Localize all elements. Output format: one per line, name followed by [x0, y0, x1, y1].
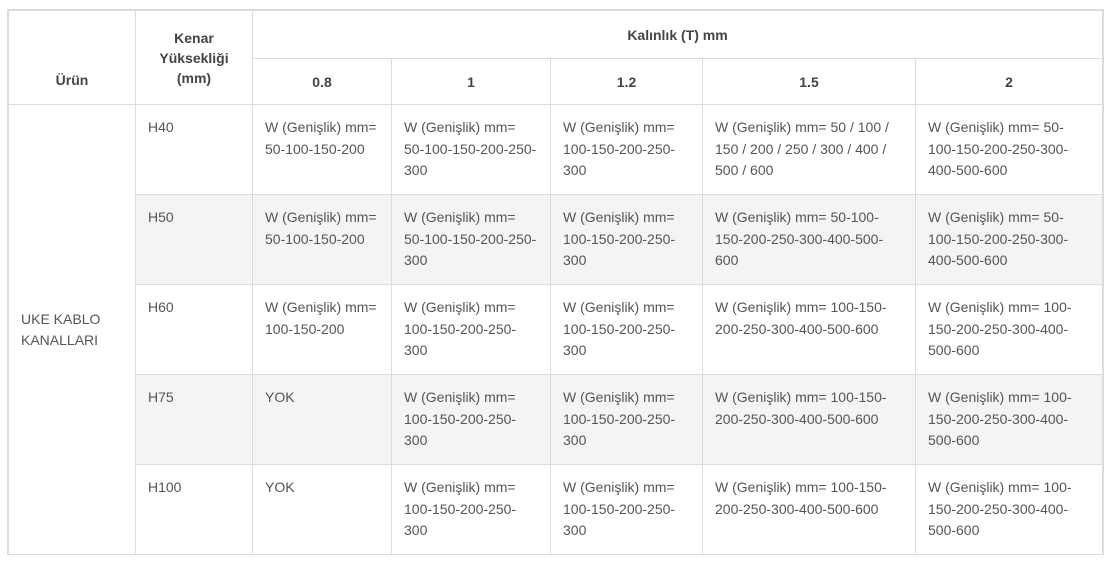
width-cell: W (Genişlik) mm= 50-100-150-200-250-300-400-500-600 [916, 195, 1103, 285]
width-cell: W (Genişlik) mm= 100-150-200-250-300 [551, 465, 703, 555]
header-thickness-2: 2 [916, 59, 1103, 105]
width-cell: W (Genişlik) mm= 100-150-200-250-300 [551, 375, 703, 465]
spec-table-container [7, 9, 1104, 555]
width-cell: W (Genişlik) mm= 50-100-150-200-250-300 [392, 105, 551, 195]
table-row [9, 105, 1103, 195]
edge-height-cell: H75 [136, 375, 253, 465]
table-row [9, 465, 1103, 555]
width-cell: W (Genişlik) mm= 100-150-200-250-300 [392, 285, 551, 375]
width-cell: W (Genişlik) mm= 100-150-200-250-300-400-500-600 [703, 285, 916, 375]
width-cell: W (Genişlik) mm= 100-150-200-250-300-400-500-600 [703, 375, 916, 465]
header-thickness-group: Kalınlık (T) mm [253, 11, 1103, 59]
width-cell: W (Genişlik) mm= 100-150-200-250-300-400-500-600 [703, 465, 916, 555]
header-product: Ürün [9, 11, 136, 105]
width-cell: W (Genişlik) mm= 100-150-200 [253, 285, 392, 375]
header-thickness-0-8: 0.8 [253, 59, 392, 105]
width-cell: W (Genişlik) mm= 100-150-200-250-300-400-500-600 [916, 285, 1103, 375]
product-name-cell: UKE KABLO KANALLARI [9, 105, 136, 555]
width-cell: W (Genişlik) mm= 100-150-200-250-300-400-500-600 [916, 375, 1103, 465]
width-cell: YOK [253, 465, 392, 555]
width-cell: W (Genişlik) mm= 100-150-200-250-300 [392, 465, 551, 555]
cable-tray-spec-table [8, 10, 1103, 555]
width-cell: W (Genişlik) mm= 100-150-200-250-300 [551, 285, 703, 375]
header-edge-height: Kenar Yüksekliği (mm) [136, 11, 253, 105]
header-thickness-1-5: 1.5 [703, 59, 916, 105]
header-thickness-1-2: 1.2 [551, 59, 703, 105]
width-cell: W (Genişlik) mm= 50 / 100 / 150 / 200 / 250 / 300 / 400 / 500 / 600 [703, 105, 916, 195]
width-cell: YOK [253, 375, 392, 465]
width-cell: W (Genişlik) mm= 50-100-150-200-250-300-400-500-600 [916, 105, 1103, 195]
edge-height-cell: H40 [136, 105, 253, 195]
width-cell: W (Genişlik) mm= 100-150-200-250-300 [392, 375, 551, 465]
edge-height-cell: H60 [136, 285, 253, 375]
width-cell: W (Genişlik) mm= 50-100-150-200-250-300-400-500-600 [703, 195, 916, 285]
header-row-top [9, 11, 1103, 59]
width-cell: W (Genişlik) mm= 50-100-150-200 [253, 105, 392, 195]
width-cell: W (Genişlik) mm= 50-100-150-200-250-300 [392, 195, 551, 285]
edge-height-cell: H50 [136, 195, 253, 285]
width-cell: W (Genişlik) mm= 100-150-200-250-300-400-500-600 [916, 465, 1103, 555]
header-thickness-1: 1 [392, 59, 551, 105]
width-cell: W (Genişlik) mm= 100-150-200-250-300 [551, 105, 703, 195]
edge-height-cell: H100 [136, 465, 253, 555]
width-cell: W (Genişlik) mm= 50-100-150-200 [253, 195, 392, 285]
table-row [9, 375, 1103, 465]
table-row [9, 195, 1103, 285]
table-row [9, 285, 1103, 375]
width-cell: W (Genişlik) mm= 100-150-200-250-300 [551, 195, 703, 285]
